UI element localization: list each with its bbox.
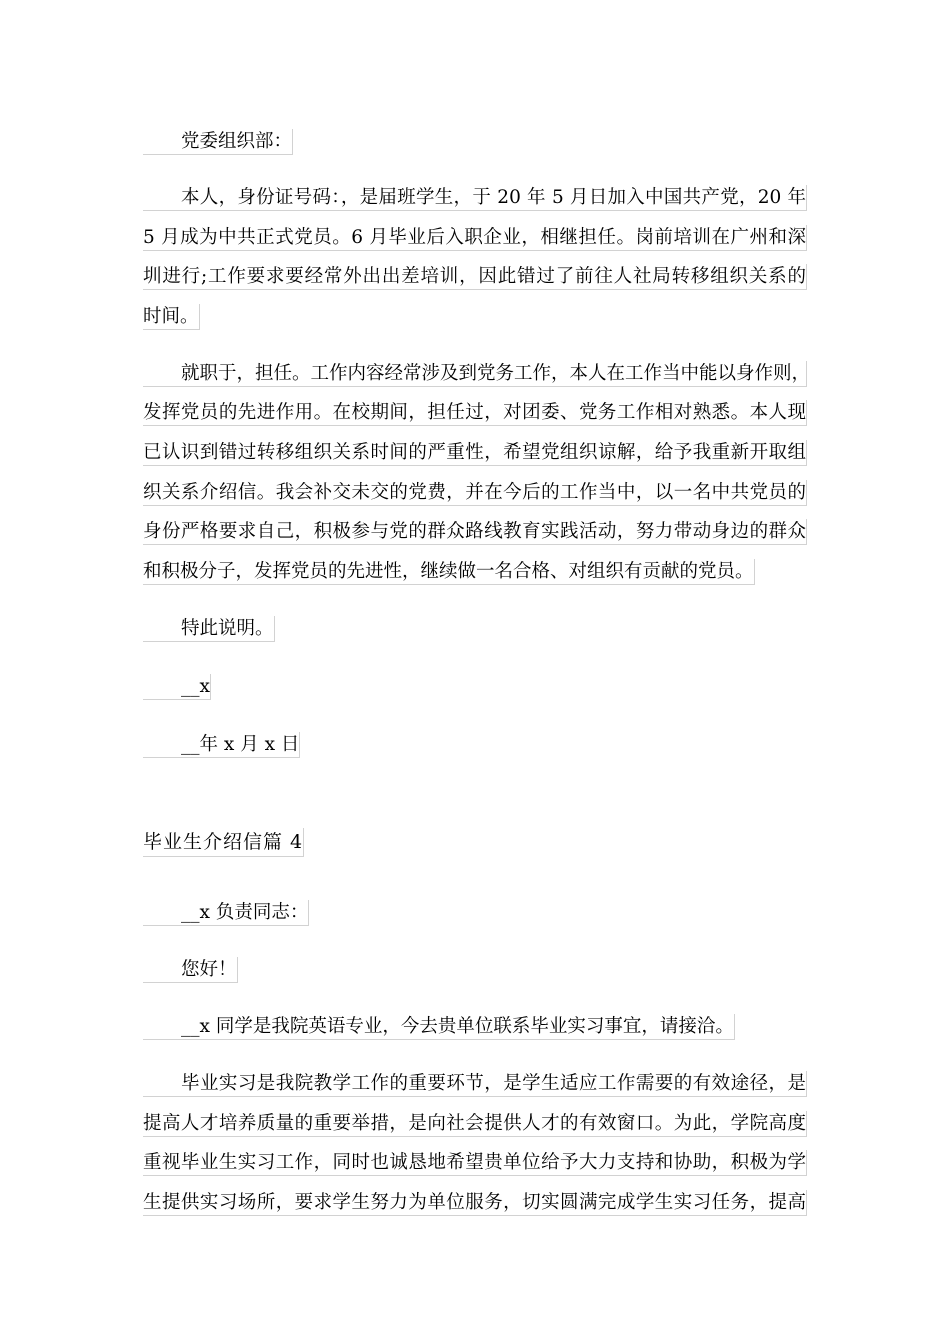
date-line: __年 x 月 x 日 bbox=[143, 732, 300, 758]
paragraph-line: 织关系介绍信。我会补交未交的党费，并在今后的工作当中，以一名中共党员的 bbox=[143, 480, 807, 506]
signature: __x bbox=[143, 674, 211, 700]
greeting: 您好！ bbox=[143, 957, 238, 983]
salutation: 党委组织部： bbox=[143, 129, 293, 155]
paragraph-line: 提高人才培养质量的重要举措，是向社会提供人才的有效窗口。为此，学院高度 bbox=[143, 1111, 807, 1137]
closing-remark: 特此说明。 bbox=[143, 616, 275, 642]
paragraph-line: 生提供实习场所，要求学生努力为单位服务，切实圆满完成学生实习任务，提高 bbox=[143, 1190, 807, 1216]
paragraph-line: 就职于，担任。工作内容经常涉及到党务工作，本人在工作当中能以身作则， bbox=[143, 361, 807, 387]
section-heading: 毕业生介绍信篇 4 bbox=[143, 828, 304, 857]
paragraph-line: 5 月成为中共正式党员。6 月毕业后入职企业，相继担任。岗前培训在广州和深 bbox=[143, 225, 807, 251]
paragraph-line: 时间。 bbox=[143, 304, 200, 330]
intro-line: __x 同学是我院英语专业，今去贵单位联系毕业实习事宜，请接洽。 bbox=[143, 1014, 735, 1040]
salutation: __x 负责同志： bbox=[143, 900, 309, 926]
paragraph-line: 和积极分子，发挥党员的先进性，继续做一名合格、对组织有贡献的党员。 bbox=[143, 559, 755, 585]
paragraph-line: 毕业实习是我院教学工作的重要环节，是学生适应工作需要的有效途径，是 bbox=[143, 1071, 807, 1097]
paragraph-line: 重视毕业生实习工作，同时也诚恳地希望贵单位给予大力支持和协助，积极为学 bbox=[143, 1150, 807, 1176]
paragraph-line: 已认识到错过转移组织关系时间的严重性，希望党组织谅解，给予我重新开取组 bbox=[143, 440, 807, 466]
paragraph-line: 圳进行;工作要求要经常外出出差培训，因此错过了前往人社局转移组织关系的 bbox=[143, 264, 807, 290]
paragraph-line: 身份严格要求自己，积极参与党的群众路线教育实践活动，努力带动身边的群众 bbox=[143, 519, 807, 545]
paragraph-line: 本人，身份证号码：，是届班学生，于 20 年 5 月日加入中国共产党，20 年 bbox=[143, 185, 807, 211]
paragraph-line: 发挥党员的先进作用。在校期间，担任过，对团委、党务工作相对熟悉。本人现 bbox=[143, 400, 807, 426]
